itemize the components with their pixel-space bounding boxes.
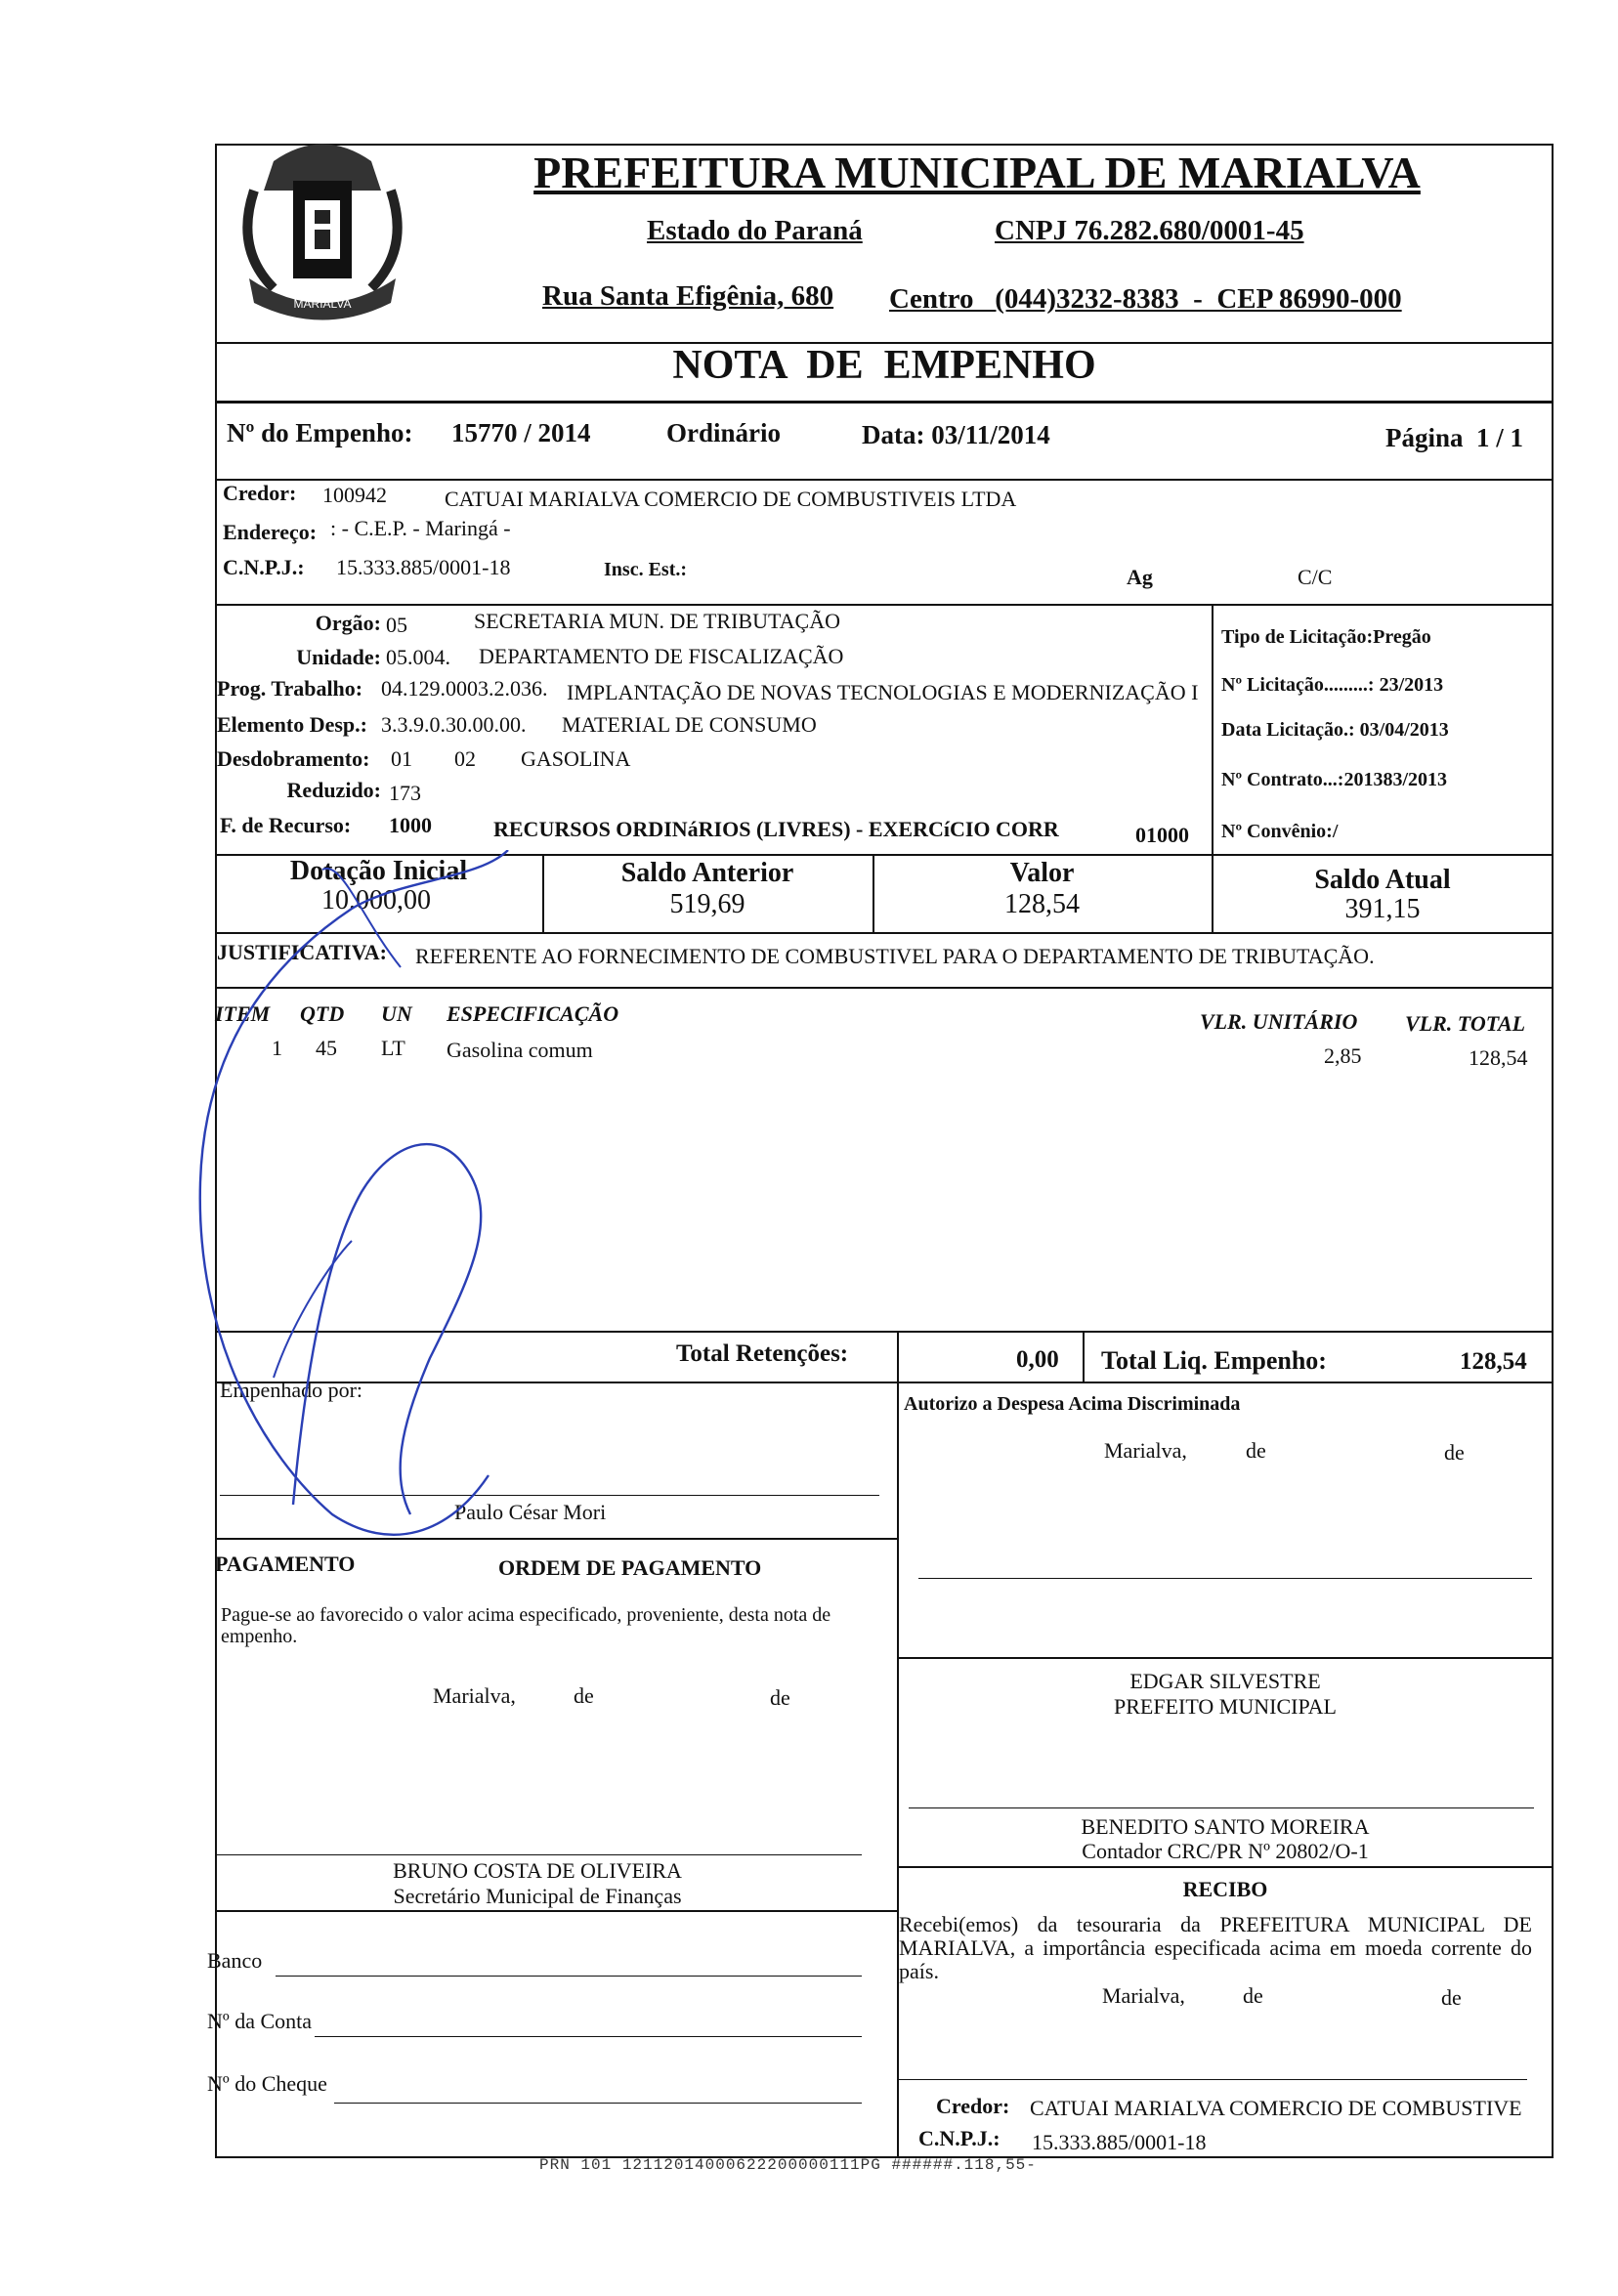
empenho-number-label: Nº do Empenho: — [227, 418, 413, 447]
secretario-title: Secretário Municipal de Finanças — [393, 1884, 682, 1908]
recurso-label: F. de Recurso: — [220, 813, 352, 837]
tipo-licitacao: Tipo de Licitação:Pregão — [1221, 626, 1431, 648]
empenho-number: 15770 / 2014 — [451, 418, 591, 447]
ordem-de2: de — [770, 1685, 790, 1710]
ag-label: Ag — [1127, 565, 1153, 589]
document-title: NOTA DE EMPENHO — [672, 343, 1096, 388]
row-total-value: 128,54 — [1469, 1045, 1528, 1070]
numero-licitacao: Nº Licitação.........: 23/2013 — [1221, 674, 1444, 696]
prefeito-title: PREFEITO MUNICIPAL — [1114, 1694, 1337, 1719]
saldo-atual-value: 391,15 — [1344, 894, 1421, 924]
row-un: LT — [381, 1036, 405, 1060]
empenhado-name: Paulo César Mori — [454, 1500, 607, 1524]
contador-title: Contador CRC/PR Nº 20802/O-1 — [1082, 1839, 1369, 1863]
contact-label: Centro (044)3232-8383 - CEP 86990-000 — [889, 283, 1402, 315]
recibo-text: Recebi(emos) da tesouraria da PREFEITURA MUNICIPAL DE MARIALVA, a importância especificada acima em moeda corrente do país. — [899, 1912, 1532, 1983]
recibo-de2: de — [1441, 1985, 1462, 2010]
recibo-credor-label: Credor: — [936, 2094, 1010, 2118]
retencoes-value: 0,00 — [1016, 1346, 1059, 1373]
pagamento-label: PAGAMENTO — [215, 1552, 356, 1576]
empenhado-label: Empenhado por: — [220, 1378, 363, 1402]
elemento-desc: MATERIAL DE CONSUMO — [562, 712, 817, 737]
dotacao-inicial-label: Dotação Inicial — [289, 856, 468, 886]
row-qtd: 45 — [316, 1036, 337, 1060]
page-title: PREFEITURA MUNICIPAL DE MARIALVA — [533, 148, 1421, 197]
liq-empenho-value: 128,54 — [1460, 1348, 1527, 1375]
cc-label: C/C — [1298, 565, 1333, 589]
saldo-anterior-label: Saldo Anterior — [620, 858, 794, 888]
conta-label: Nº da Conta — [207, 2009, 313, 2033]
justificativa-text: REFERENTE AO FORNECIMENTO DE COMBUSTIVEL PARA O DEPARTAMENTO DE TRIBUTAÇÃO. — [415, 944, 1375, 968]
insc-label: Insc. Est.: — [604, 559, 688, 580]
dotacao-inicial-value: 10.000,00 — [321, 885, 431, 915]
desdobramento-desc: GASOLINA — [521, 746, 631, 771]
unidade-code: 05.004. — [386, 645, 450, 669]
recibo-credor-name: CATUAI MARIALVA COMERCIO DE COMBUSTIVE — [1030, 2096, 1522, 2120]
desdobramento-a: 01 — [391, 746, 412, 771]
recurso-number: 01000 — [1135, 823, 1189, 847]
cheque-label: Nº do Cheque — [207, 2071, 327, 2096]
prog-code: 04.129.0003.2.036. — [381, 676, 548, 701]
coat-of-arms-logo — [234, 132, 410, 337]
handwritten-signature — [186, 850, 635, 1553]
state-label: Estado do Paraná — [647, 215, 863, 246]
un-header: UN — [381, 1001, 412, 1026]
reduzido-label: Reduzido: — [286, 778, 381, 802]
cnpj-label: CNPJ 76.282.680/0001-45 — [995, 215, 1304, 246]
saldo-atual-label: Saldo Atual — [1314, 865, 1451, 895]
svg-text:MARIALVA: MARIALVA — [293, 297, 352, 311]
address-field-label: Endereço: — [223, 520, 318, 544]
vlr-unitario-header: VLR. UNITÁRIO — [1200, 1009, 1358, 1034]
credor-name: CATUAI MARIALVA COMERCIO DE COMBUSTIVEIS LTDA — [445, 487, 1017, 511]
row-item: 1 — [272, 1036, 282, 1060]
banco-label: Banco — [207, 1948, 263, 1973]
empenho-date: Data: 03/11/2014 — [862, 420, 1050, 449]
elemento-code: 3.3.9.0.30.00.00. — [381, 712, 527, 737]
contador-name: BENEDITO SANTO MOREIRA — [1081, 1814, 1370, 1839]
ordem-city: Marialva, — [433, 1683, 516, 1708]
autorizo-city: Marialva, — [1104, 1438, 1187, 1463]
autorizo-de1: de — [1246, 1438, 1266, 1463]
recibo-de1: de — [1243, 1983, 1263, 2008]
recibo-cnpj-label: C.N.P.J.: — [918, 2126, 1001, 2150]
especificacao-header: ESPECIFICAÇÃO — [447, 1001, 619, 1026]
recurso-desc: RECURSOS ORDINáRIOS (LIVRES) - EXERCíCIO CORR — [493, 817, 1059, 841]
page-number: Página 1 / 1 — [1385, 423, 1524, 452]
address-value: : - C.E.P. - Maringá - — [330, 516, 511, 540]
prog-label: Prog. Trabalho: — [217, 676, 363, 701]
address-label: Rua Santa Efigênia, 680 — [542, 280, 834, 312]
unidade-label: Unidade: — [296, 645, 381, 669]
qtd-header: QTD — [300, 1001, 345, 1026]
credor-code: 100942 — [322, 483, 387, 507]
recurso-code: 1000 — [389, 813, 432, 837]
recibo-label: RECIBO — [1182, 1877, 1268, 1901]
row-unit-value: 2,85 — [1324, 1043, 1362, 1068]
retencoes-label: Total Retenções: — [676, 1340, 849, 1367]
reduzido-value: 173 — [389, 781, 421, 805]
valor-value: 128,54 — [1004, 889, 1080, 919]
numero-convenio: Nº Convênio:/ — [1221, 821, 1339, 842]
cnpj-field-label: C.N.P.J.: — [223, 555, 305, 579]
secretario-name: BRUNO COSTA DE OLIVEIRA — [393, 1858, 682, 1883]
orgao-label: Orgão: — [315, 611, 381, 635]
credor-label: Credor: — [223, 481, 297, 505]
numero-contrato: Nº Contrato...:201383/2013 — [1221, 769, 1448, 790]
prog-desc: IMPLANTAÇÃO DE NOVAS TECNOLOGIAS E MODERNIZAÇÃO I — [567, 680, 1199, 704]
vlr-total-header: VLR. TOTAL — [1405, 1011, 1526, 1036]
unidade-desc: DEPARTAMENTO DE FISCALIZAÇÃO — [479, 644, 844, 668]
liq-empenho-label: Total Liq. Empenho: — [1101, 1346, 1327, 1375]
barcode-text: PRN 101 12112014000622200000111PG ######.118,55- — [539, 2156, 1037, 2174]
pague-text: Pague-se ao favorecido o valor acima especificado, proveniente, desta nota de empenho. — [221, 1604, 831, 1647]
credor-cnpj: 15.333.885/0001-18 — [336, 555, 511, 579]
valor-label: Valor — [1009, 858, 1075, 888]
recibo-city: Marialva, — [1102, 1983, 1185, 2008]
autorizo-label: Autorizo a Despesa Acima Discriminada — [904, 1393, 1241, 1415]
autorizo-de2: de — [1444, 1440, 1465, 1465]
justificativa-label: JUSTIFICATIVA: — [217, 940, 388, 964]
prefeito-name: EDGAR SILVESTRE — [1129, 1669, 1321, 1693]
empenho-type: Ordinário — [666, 418, 782, 447]
orgao-code: 05 — [386, 613, 407, 637]
elemento-label: Elemento Desp.: — [217, 712, 367, 737]
ordem-de1: de — [574, 1683, 594, 1708]
item-header: ITEM — [215, 1001, 271, 1026]
desdobramento-b: 02 — [454, 746, 476, 771]
ordem-pagamento-label: ORDEM DE PAGAMENTO — [498, 1555, 762, 1580]
desdobramento-label: Desdobramento: — [217, 746, 370, 771]
row-spec: Gasolina comum — [447, 1038, 593, 1062]
data-licitacao: Data Licitação.: 03/04/2013 — [1221, 719, 1449, 741]
orgao-desc: SECRETARIA MUN. DE TRIBUTAÇÃO — [474, 609, 840, 633]
saldo-anterior-value: 519,69 — [669, 889, 745, 919]
recibo-cnpj: 15.333.885/0001-18 — [1032, 2130, 1207, 2154]
